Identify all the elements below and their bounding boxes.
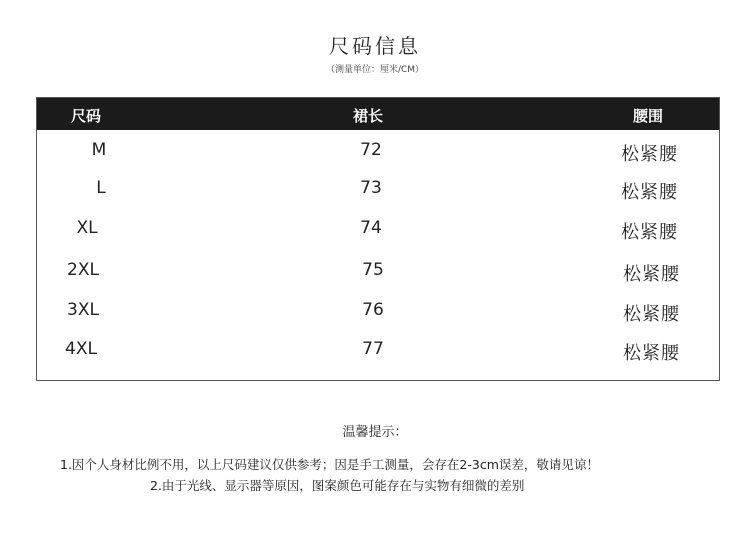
table-row (37, 172, 719, 208)
table-header (37, 98, 719, 130)
cell-waist: 松紧腰 (623, 304, 680, 325)
cell-skirt-length: 77 (362, 339, 384, 359)
cell-skirt-length: 72 (360, 140, 382, 160)
tip-item: 1.因个人身材比例不用，以上尺码建议仅供参考；因是手工测量，会存在2-3cm误差，敬请见谅！ (60, 457, 599, 472)
table-row (37, 134, 719, 170)
cell-skirt-length: 75 (362, 260, 384, 280)
cell-size: 2XL (67, 260, 99, 280)
table-row (37, 294, 719, 330)
header-skirt-length: 裙长 (353, 107, 384, 125)
cell-waist: 松紧腰 (621, 182, 678, 203)
page-title: 尺码信息 (329, 34, 421, 58)
cell-waist: 松紧腰 (621, 222, 678, 243)
cell-size: 4XL (65, 339, 97, 359)
size-table (36, 97, 720, 381)
cell-waist: 松紧腰 (621, 144, 678, 165)
cell-waist: 松紧腰 (623, 343, 680, 364)
cell-size: M (91, 140, 107, 160)
cell-size: 3XL (67, 300, 99, 320)
cell-skirt-length: 76 (362, 300, 384, 320)
header-waist: 腰围 (633, 107, 664, 125)
table-row (37, 254, 719, 290)
table-row (37, 333, 719, 369)
cell-waist: 松紧腰 (623, 264, 680, 285)
measurement-unit-note: （测量单位：厘米/CM） (325, 65, 425, 75)
header-size: 尺码 (71, 107, 102, 125)
tips-heading: 温馨提示： (342, 425, 408, 440)
cell-size: XL (76, 218, 98, 238)
cell-skirt-length: 74 (360, 218, 382, 238)
tip-item: 2.由于光线、显示器等原因，图案颜色可能存在与实物有细微的差别 (150, 478, 525, 493)
table-row (37, 212, 719, 248)
cell-skirt-length: 73 (360, 178, 382, 198)
cell-size: L (96, 178, 106, 198)
